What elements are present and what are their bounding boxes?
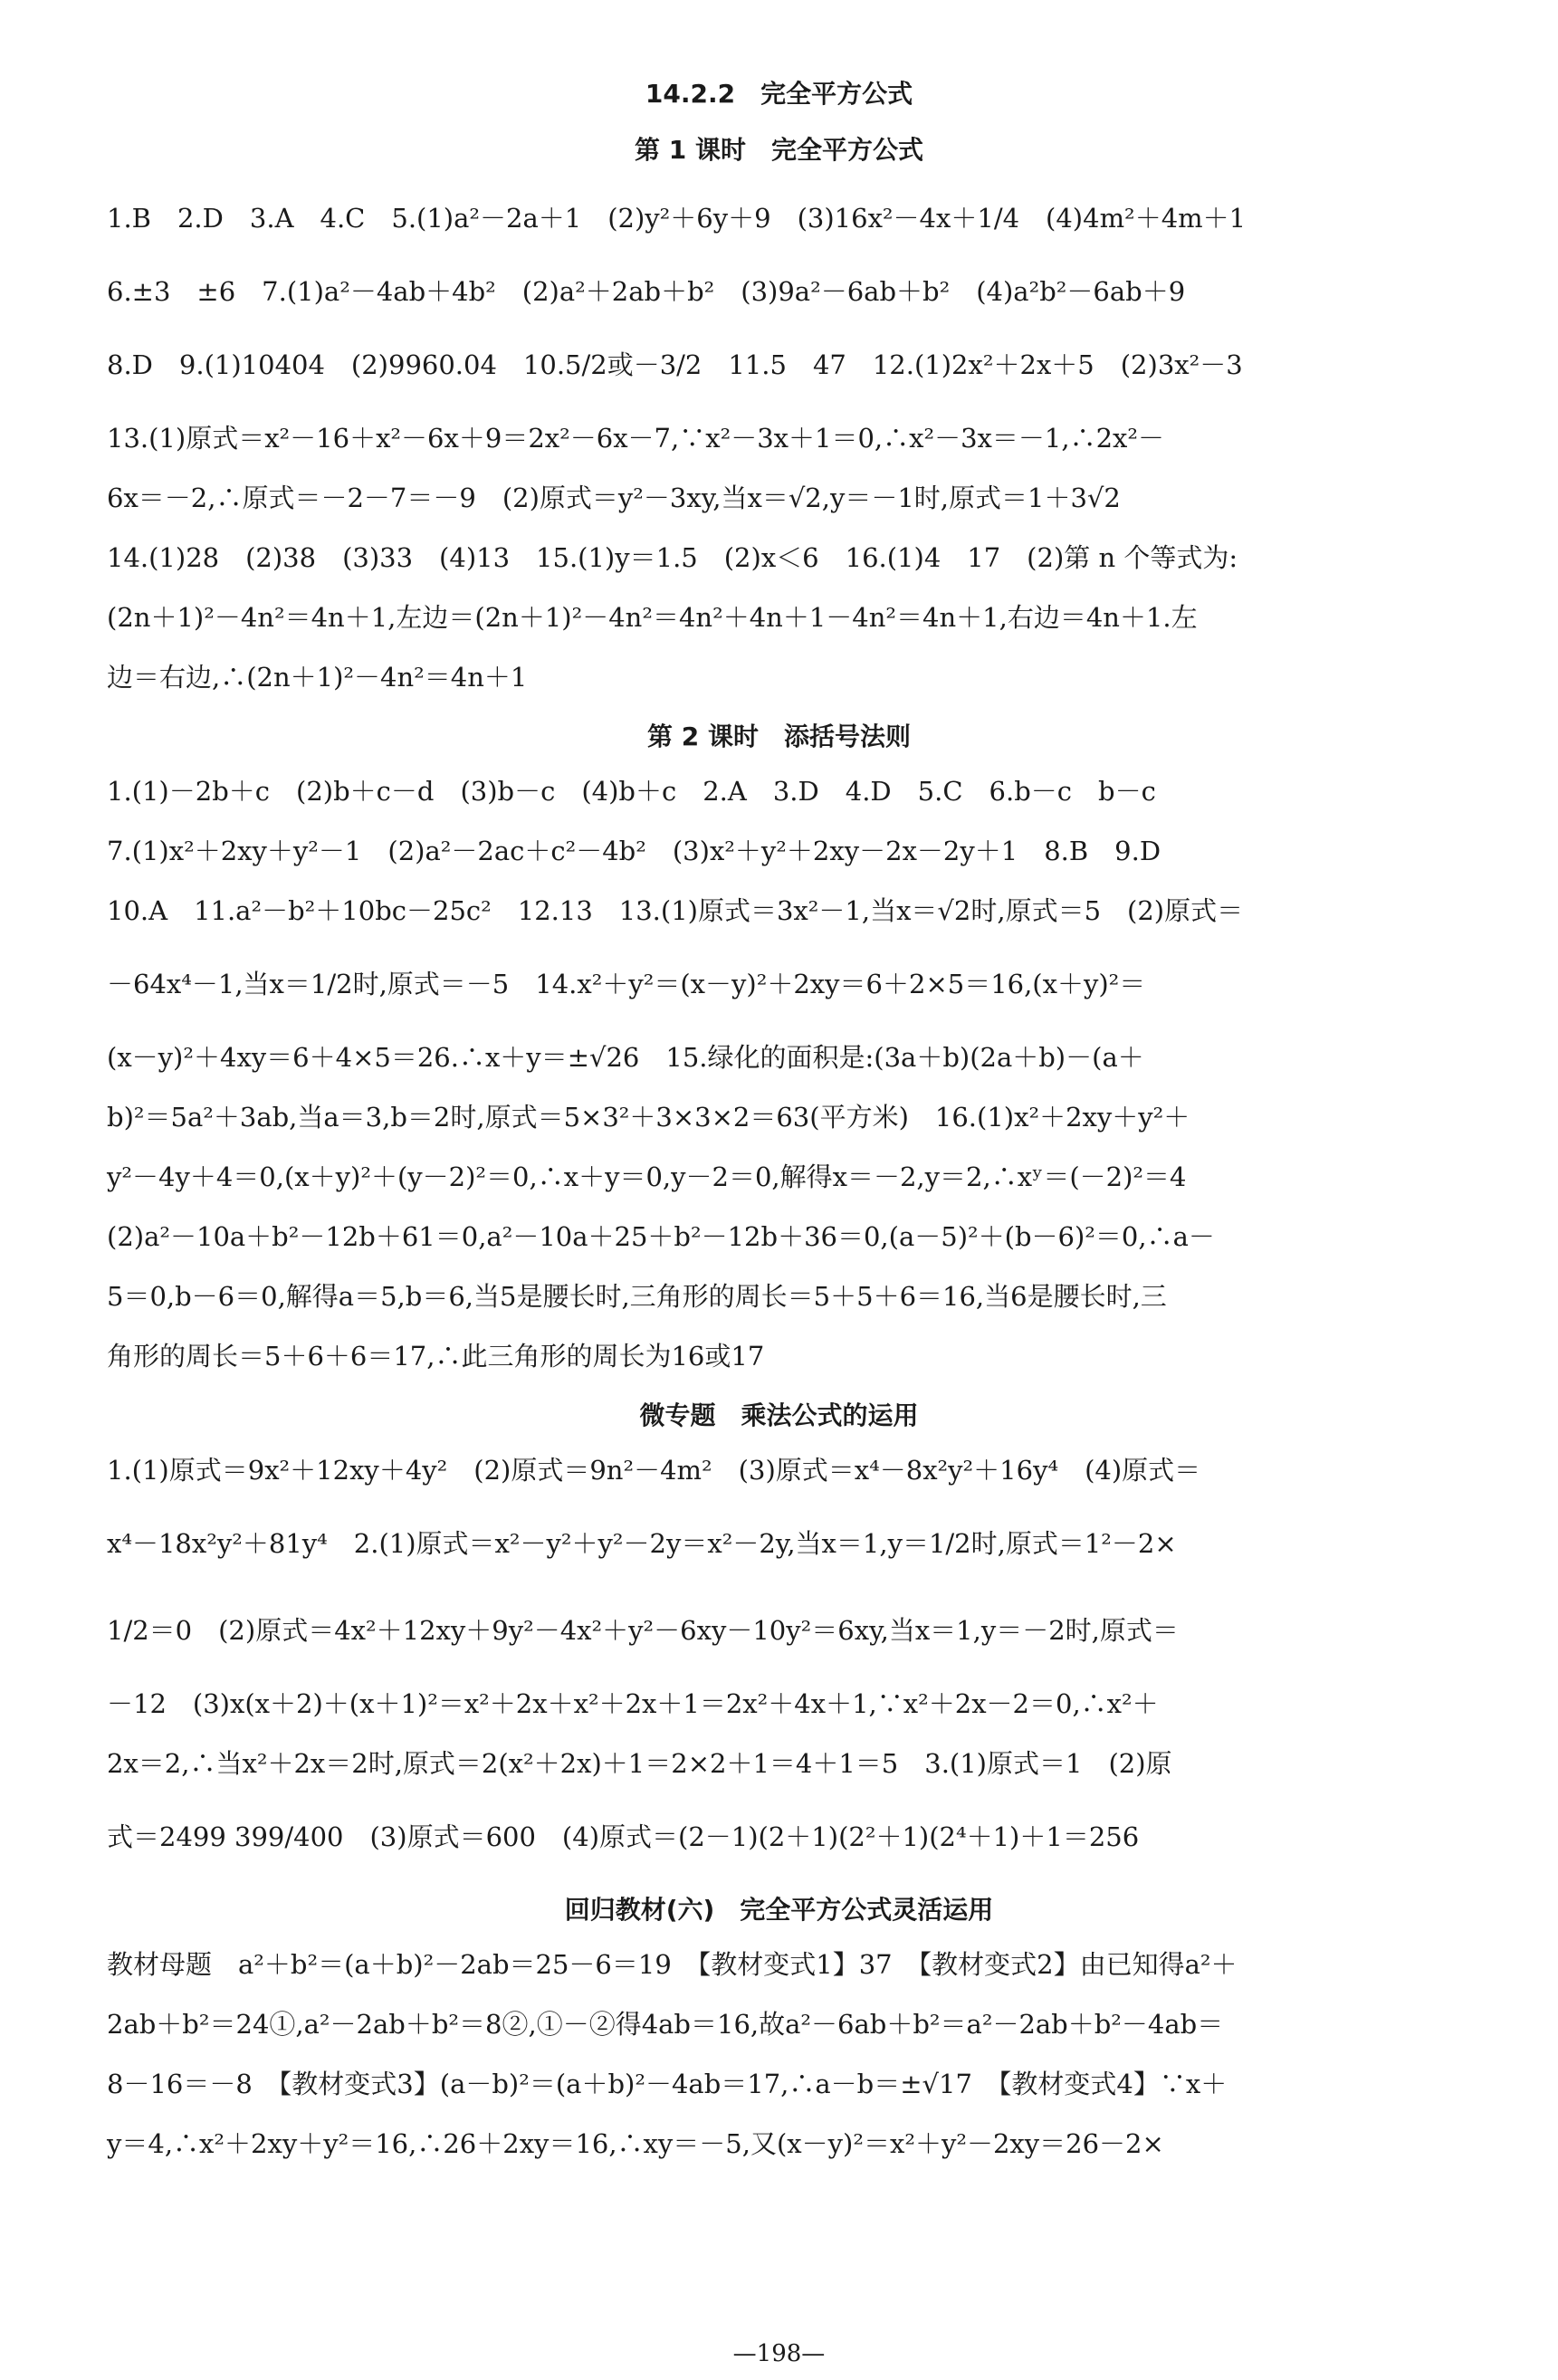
answer-line: 1/2＝0 (2)原式＝4x²＋12xy＋9y²－4x²＋y²－6xy－10y²＝6xy,当x＝1,y＝－2时,原式＝ xyxy=(107,1615,1179,1646)
answer-line: 5＝0,b－6＝0,解得a＝5,b＝6,当5是腰长时,三角形的周长＝5＋5＋6＝16,当6是腰长时,三 xyxy=(107,1281,1167,1312)
lesson-title: 第 1 课时 完全平方公式 xyxy=(635,135,923,165)
answer-line: 7.(1)x²＋2xy＋y²－1 (2)a²－2ac＋c²－4b² (3)x²＋y²＋2xy－2x－2y＋1 8.B 9.D xyxy=(107,836,1161,866)
answer-line: －12 (3)x(x＋2)＋(x＋1)²＝x²＋2x＋x²＋2x＋1＝2x²＋4x＋1,∵x²＋2x－2＝0,∴x²＋ xyxy=(107,1688,1159,1719)
answer-line: 6.±3 ±6 7.(1)a²－4ab＋4b² (2)a²＋2ab＋b² (3)9a²－6ab＋b² (4)a²b²－6ab＋9 xyxy=(107,276,1186,307)
answers-lesson-1 xyxy=(107,186,1451,695)
answer-line: 2ab＋b²＝24①,a²－2ab＋b²＝8②,①－②得4ab＝16,故a²－6ab＋b²＝a²－2ab＋b²－4ab＝ xyxy=(107,2009,1224,2040)
answer-line: 角形的周长＝5＋6＋6＝17,∴此三角形的周长为16或17 xyxy=(107,1341,765,1372)
answer-page xyxy=(107,63,1451,2185)
answer-line: (2)a²－10a＋b²－12b＋61＝0,a²－10a＋25＋b²－12b＋36＝0,(a－5)²＋(b－6)²＝0,∴a－ xyxy=(107,1221,1215,1252)
answers-lesson-2 xyxy=(107,773,1451,1374)
lesson-title: 回归教材(六) 完全平方公式灵活运用 xyxy=(564,1895,994,1925)
answer-line: 14.(1)28 (2)38 (3)33 (4)13 15.(1)y＝1.5 (2)x＜6 16.(1)4 17 (2)第 n 个等式为: xyxy=(107,542,1238,573)
answer-line: y²－4y＋4＝0,(x＋y)²＋(y－2)²＝0,∴x＋y＝0,y－2＝0,解得x＝－2,y＝2,∴xʸ＝(－2)²＝4 xyxy=(107,1161,1187,1192)
answer-line: 6x＝－2,∴原式＝－2－7＝－9 (2)原式＝y²－3xy,当x＝√2,y＝－1时,原式＝1＋3√2 xyxy=(107,483,1121,513)
answer-line: (x－y)²＋4xy＝6＋4×5＝26.∴x＋y＝±√26 15.绿化的面积是:(3a＋b)(2a＋b)－(a＋ xyxy=(107,1042,1144,1073)
answer-line: 2x＝2,∴当x²＋2x＝2时,原式＝2(x²＋2x)＋1＝2×2＋1＝4＋1＝5 3.(1)原式＝1 (2)原 xyxy=(107,1748,1172,1779)
answer-line: y＝4,∴x²＋2xy＋y²＝16,∴26＋2xy＝16,∴xy＝－5,又(x－y)²＝x²＋y²－2xy＝26－2× xyxy=(107,2128,1164,2159)
answer-line: 式＝2499 399/400 (3)原式＝600 (4)原式＝(2－1)(2＋1)(2²＋1)(2⁴＋1)＋1＝256 xyxy=(107,1821,1140,1852)
answer-line: (2n＋1)²－4n²＝4n＋1,左边＝(2n＋1)²－4n²＝4n²＋4n＋1－4n²＝4n＋1,右边＝4n＋1.左 xyxy=(107,602,1198,633)
answer-line: 13.(1)原式＝x²－16＋x²－6x＋9＝2x²－6x－7,∵x²－3x＋1＝0,∴x²－3x＝－1,∴2x²－ xyxy=(107,423,1165,454)
answer-line: 8.D 9.(1)10404 (2)9960.04 10.5/2或－3/2 11.5 47 12.(1)2x²＋2x＋5 (2)3x²－3 xyxy=(107,349,1243,380)
page-number: —198— xyxy=(732,2340,826,2367)
lesson-title: 微专题 乘法公式的运用 xyxy=(639,1400,919,1430)
answer-line: 教材母题 a²＋b²＝(a＋b)²－2ab＝25－6＝19 【教材变式1】37 【教材变式2】由已知得a²＋ xyxy=(107,1949,1238,1980)
answer-line: 边＝右边,∴(2n＋1)²－4n²＝4n＋1 xyxy=(107,662,528,693)
answer-line: x⁴－18x²y²＋81y⁴ 2.(1)原式＝x²－y²＋y²－2y＝x²－2y,当x＝1,y＝1/2时,原式＝1²－2× xyxy=(107,1528,1177,1559)
answer-line: b)²＝5a²＋3ab,当a＝3,b＝2时,原式＝5×3²＋3×3×2＝63(平方米) 16.(1)x²＋2xy＋y²＋ xyxy=(107,1102,1190,1133)
answer-line: 1.(1)－2b＋c (2)b＋c－d (3)b－c (4)b＋c 2.A 3.D 4.D 5.C 6.b－c b－c xyxy=(107,776,1156,807)
answer-line: 1.B 2.D 3.A 4.C 5.(1)a²－2a＋1 (2)y²＋6y＋9 (3)16x²－4x＋1/4 (4)4m²＋4m＋1 xyxy=(107,203,1247,234)
answer-line: 10.A 11.a²－b²＋10bc－25c² 12.13 13.(1)原式＝3x²－1,当x＝√2时,原式＝5 (2)原式＝ xyxy=(107,895,1244,926)
section-title: 14.2.2 完全平方公式 xyxy=(645,79,913,109)
answers-special-topic xyxy=(107,1452,1451,1869)
answers-textbook-review xyxy=(107,1946,1451,2162)
answer-line: 1.(1)原式＝9x²＋12xy＋4y² (2)原式＝9n²－4m² (3)原式＝x⁴－8x²y²＋16y⁴ (4)原式＝ xyxy=(107,1455,1201,1486)
answer-line: －64x⁴－1,当x＝1/2时,原式＝－5 14.x²＋y²＝(x－y)²＋2xy＝6＋2×5＝16,(x＋y)²＝ xyxy=(107,969,1146,999)
answer-line: 8－16＝－8 【教材变式3】(a－b)²＝(a＋b)²－4ab＝17,∴a－b＝±√17 【教材变式4】∵x＋ xyxy=(107,2069,1228,2099)
lesson-title: 第 2 课时 添括号法则 xyxy=(647,722,911,751)
